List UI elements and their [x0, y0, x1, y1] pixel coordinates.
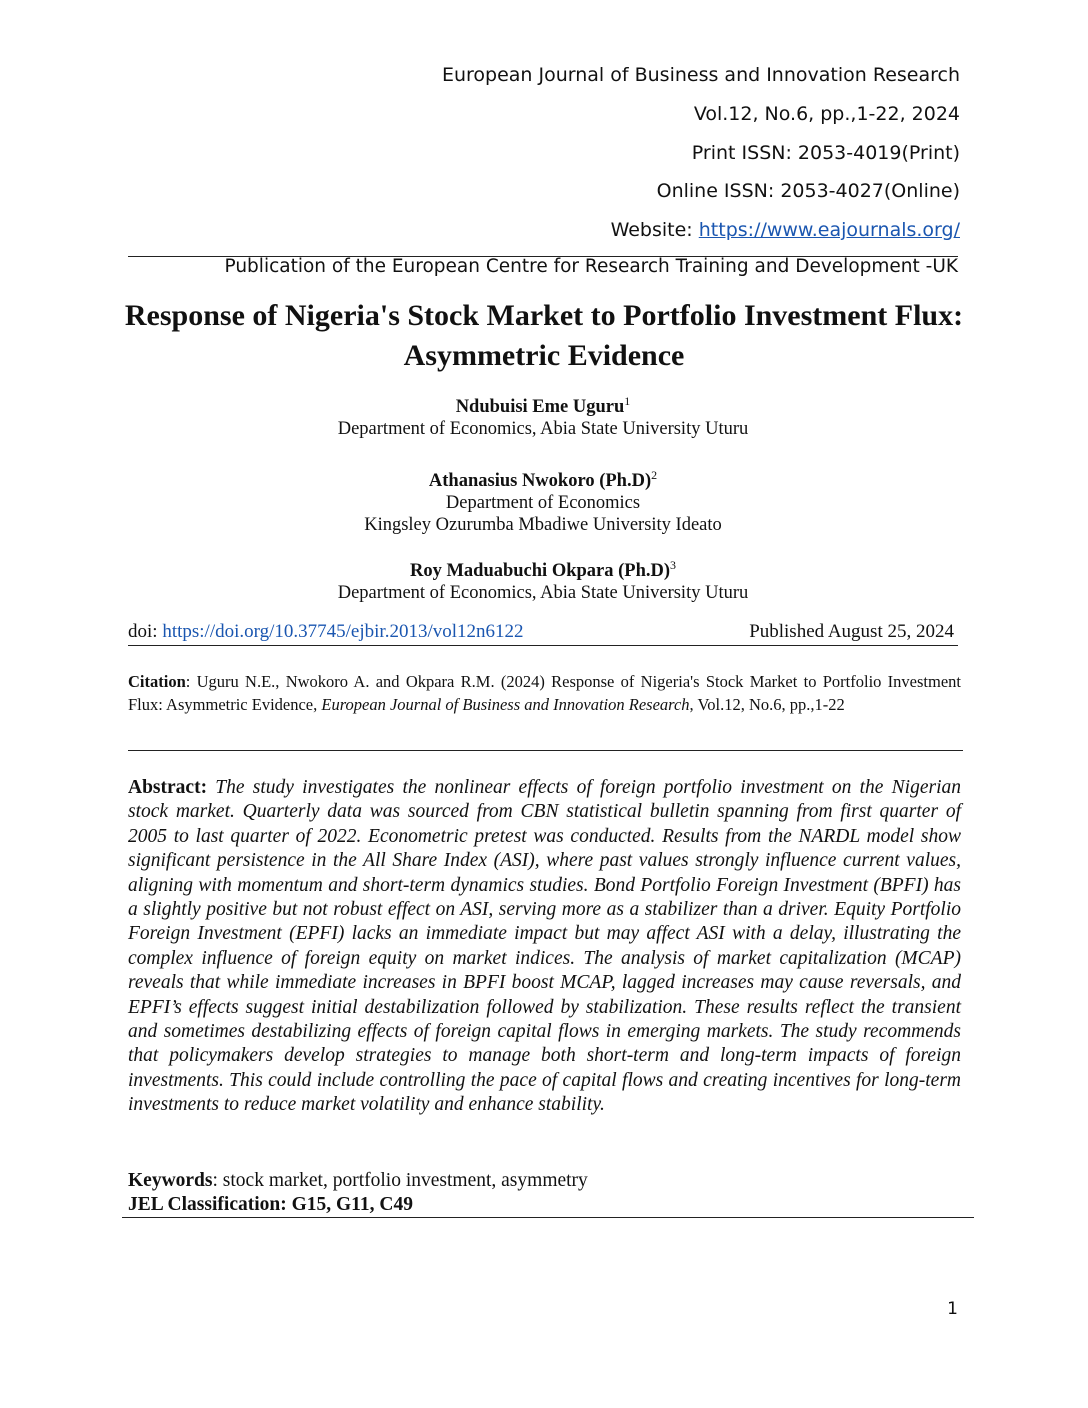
- doi-link[interactable]: https://doi.org/10.37745/ejbir.2013/vol12n6122: [162, 621, 524, 642]
- jel-rule: [122, 1217, 974, 1218]
- keywords-line: [128, 1169, 961, 1193]
- author-block-1: [128, 390, 958, 440]
- paper-title: Response of Nigeria's Stock Market to Portfolio Investment Flux: Asymmetric Evidence: [124, 299, 964, 372]
- doi-rule: [128, 645, 958, 646]
- citation-rule: [128, 750, 963, 751]
- author-affiliation: Department of Economics, Abia State University Uturu: [337, 583, 749, 604]
- citation-tail: , Vol.12, No.6, pp.,1-22: [689, 695, 845, 714]
- author-superscript: 2: [651, 468, 658, 482]
- author-name: Roy Maduabuchi Okpara (Ph.D): [409, 561, 671, 582]
- author-affiliation: Kingsley Ozurumba Mbadiwe University Ideato: [364, 515, 722, 536]
- website-line: [611, 219, 960, 241]
- jel-classification: JEL Classification: G15, G11, C49: [128, 1194, 413, 1215]
- page-number: 1: [947, 1299, 958, 1319]
- abstract-block: [128, 776, 961, 1118]
- published-date: Published August 25, 2024: [749, 621, 954, 642]
- doi-label: doi:: [128, 621, 163, 642]
- author-block-3: [128, 554, 958, 604]
- author-name: Athanasius Nwokoro (Ph.D): [428, 471, 652, 492]
- publisher-line: Publication of the European Centre for Research Training and Development -UK: [224, 256, 958, 277]
- website-link[interactable]: https://www.eajournals.org/: [698, 219, 960, 241]
- author-superscript: 1: [624, 394, 631, 408]
- citation-block: [128, 670, 961, 716]
- citation-text: : Uguru N.E., Nwokoro A. and Okpara R.M. (2024) Response of Nigeria's Stock Market to Portfolio Investment Flux: Asymmetric Evidence,: [128, 672, 961, 714]
- author-superscript: 3: [670, 558, 677, 572]
- keywords-text: : stock market, portfolio investment, asymmetry: [212, 1170, 588, 1191]
- citation-journal: European Journal of Business and Innovation Research: [321, 695, 690, 714]
- volume-info: Vol.12, No.6, pp.,1-22, 2024: [693, 103, 960, 125]
- author-affiliation: Department of Economics: [445, 493, 641, 514]
- doi-row: [128, 621, 958, 643]
- online-issn: Online ISSN: 2053-4027(Online): [656, 180, 960, 202]
- abstract-text: The study investigates the nonlinear effects of foreign portfolio investment on the Nigerian stock market. Quarterly data was sourced from CBN statistical bulletin spanning from first quarter of 2005 to last quarter of 2022. Econometric pretest was conducted. Results from the NARDL model show significant persistence in the All Share Index (ASI), where past values strongly influence current values, aligning with momentum and short-term dynamics studies. Bond Portfolio Foreign Investment (BPFI) has a slightly positive but not robust effect on ASI, serving more as a stabilizer than a driver. Equity Portfolio Foreign Investment (EPFI) lacks an immediate impact but may affect ASI with a delay, illustrating the complex influence of foreign equity on market indices. The analysis of market capitalization (MCAP) reveals that while immediate increases in BPFI boost MCAP, lagged increases may cause reversals, and EPFI’s effects suggest initial destabilization followed by stabilization. These results reflect the transient and sometimes destabilizing effects of foreign capital flows in emerging markets. The study recommends that policymakers develop strategies to manage both short-term and long-term impacts of foreign investments. This could include controlling the pace of capital flows and creating incentives for long-term investments to reduce market volatility and enhance stability.: [128, 777, 962, 1116]
- citation-label: Citation: [128, 672, 186, 691]
- journal-name: European Journal of Business and Innovation Research: [441, 64, 960, 86]
- author-name: Ndubuisi Eme Uguru: [455, 397, 625, 418]
- keywords-label: Keywords: [128, 1170, 213, 1191]
- author-affiliation: Department of Economics, Abia State University Uturu: [337, 419, 749, 440]
- print-issn: Print ISSN: 2053-4019(Print): [691, 142, 960, 164]
- author-block-2: [128, 464, 958, 536]
- abstract-label: Abstract:: [128, 777, 208, 798]
- website-label: Website:: [610, 219, 699, 241]
